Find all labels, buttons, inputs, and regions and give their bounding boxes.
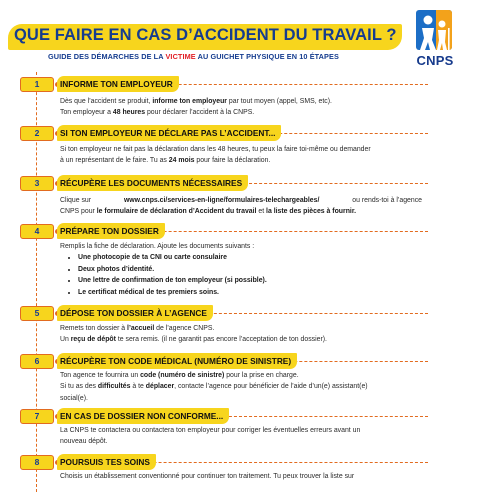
step-number: 5 — [20, 306, 54, 321]
step-number: 2 — [20, 126, 54, 141]
step-number: 8 — [20, 455, 54, 470]
step-body: Ton agence te fournira un code (numéro de sinistre) pour la prise en charge. Si tu as des difficultés à te déplacer, contacte l’agence pour bénéficier de l’aide d’un(e) assistant(e) social(e). — [60, 372, 368, 402]
step-number: 7 — [20, 409, 54, 424]
cnps-logo-icon — [410, 10, 460, 54]
step-body: Choisis un établissement conventionné pour continuer ton traitement. Tu peux trouver la liste sur — [60, 473, 355, 480]
subtitle-pre: GUIDE DES DÉMARCHES DE LA — [48, 52, 166, 61]
forms-link[interactable]: www.cnps.ci/services-en-ligne/formulaires-telechargeables/ — [123, 197, 320, 204]
step-body: Dès que l’accident se produit, informe ton employeur par tout moyen (appel, SMS, etc). Ton employeur a 48 heures pour déclarer l’accident à la CNPS. — [60, 98, 332, 117]
step-body: Remplis la fiche de déclaration. Ajoute les documents suivants : • Une photocopie de ta CNI ou carte consulaire • Deux photos d’identité. • Une lettre de confirmation de ton employeur (si possible). • Le certificat médical de tes premiers soins. — [60, 241, 422, 298]
list-item: • Deux photos d’identité. — [78, 264, 422, 275]
step-title: PRÉPARE TON DOSSIER — [57, 223, 165, 239]
step-title: INFORME TON EMPLOYEUR — [57, 76, 179, 92]
list-item: • Le certificat médical de tes premiers soins. — [78, 287, 422, 298]
subtitle-post: AU GUICHET PHYSIQUE EN 10 ÉTAPES — [195, 52, 339, 61]
list-item: • Une photocopie de ta CNI ou carte consulaire — [78, 252, 422, 263]
page-title: QUE FAIRE EN CAS D’ACCIDENT DU TRAVAIL ? — [14, 26, 397, 44]
list-item: • Une lettre de confirmation de ton employeur (si possible). — [78, 275, 422, 286]
step-body: Clique sur www.cnps.ci/services-en-ligne/formulaires-telechargeables/ ou rends-toi à l’agence CNPS pour le formulaire de déclaration d’Accident du travail et la liste des pièces à fournir. — [60, 197, 422, 216]
documents-list — [60, 252, 422, 298]
step-body: Si ton employeur ne fait pas la déclaration dans les 48 heures, tu peux la faire toi-même ou demander à un représentant de le faire. Tu as 24 mois pour faire la déclaration. — [60, 146, 371, 165]
page-subtitle — [48, 52, 368, 61]
step-title: RÉCUPÈRE TON CODE MÉDICAL (NUMÉRO DE SINISTRE) — [57, 353, 297, 369]
logo-wordmark: CNPS — [416, 53, 454, 68]
cnps-logo — [410, 10, 460, 76]
step-title: RÉCUPÈRE LES DOCUMENTS NÉCESSAIRES — [57, 175, 248, 191]
step-number: 6 — [20, 354, 54, 369]
step-title: DÉPOSE TON DOSSIER À L’AGENCE — [57, 305, 213, 321]
step-title: POURSUIS TES SOINS — [57, 454, 156, 470]
title-banner — [0, 22, 480, 54]
step-number: 4 — [20, 224, 54, 239]
step-body: Remets ton dossier à l’accueil de l’agence CNPS. Un reçu de dépôt te sera remis. (il ne garantit pas encore l’acceptation de ton dossier). — [60, 325, 327, 344]
subtitle-accent: VICTIME — [165, 52, 196, 61]
step-title: EN CAS DE DOSSIER NON CONFORME... — [57, 408, 229, 424]
step-title: SI TON EMPLOYEUR NE DÉCLARE PAS L’ACCIDENT... — [57, 125, 281, 141]
step-number: 3 — [20, 176, 54, 191]
step-number: 1 — [20, 77, 54, 92]
step-body: La CNPS te contactera ou contactera ton employeur pour corriger les éventuelles erreurs avant un nouveau dépôt. — [60, 427, 361, 446]
